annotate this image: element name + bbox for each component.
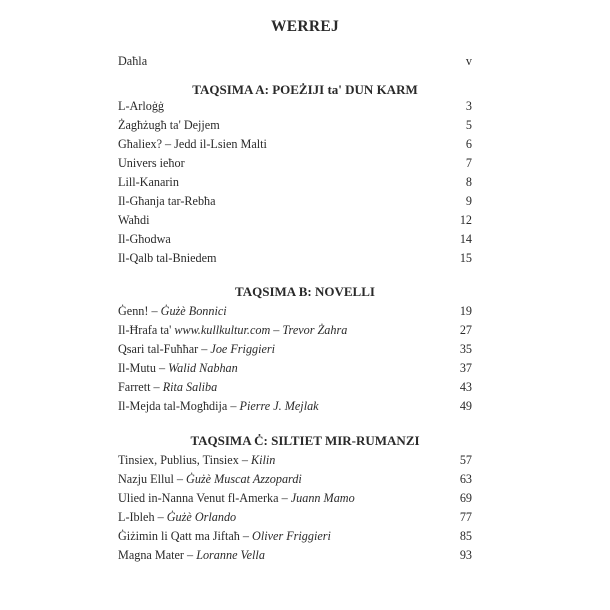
entry-author: Oliver Friggieri	[252, 529, 331, 543]
entry-page: 69	[459, 491, 472, 505]
entry-author: Ġużè Bonnici	[160, 304, 227, 318]
entry-title: L-Arloġġ	[118, 99, 165, 113]
toc-entry	[118, 250, 472, 266]
entry-title: Il-Għodwa	[118, 232, 171, 246]
entry-author: www.kullkultur.com – Trevor Żahra	[174, 323, 348, 337]
entry-page: 3	[465, 99, 472, 113]
entry-page: 19	[459, 304, 472, 318]
toc-entry	[118, 341, 472, 357]
toc-entry	[118, 490, 472, 506]
entry-page: 7	[465, 156, 472, 170]
toc-entry	[118, 360, 472, 376]
toc-entry	[118, 98, 472, 114]
entry-title: Magna Mater – Loranne Vella	[118, 548, 265, 562]
toc-entry	[118, 136, 472, 152]
entry-author: Walid Nabhan	[168, 361, 238, 375]
entry-title: Ġiżimin li Qatt ma Jiftaħ – Oliver Friggieri	[118, 529, 331, 543]
entry-page: 5	[465, 118, 472, 132]
entry-page: 63	[459, 472, 472, 486]
entry-title: Il-Ħrafa ta' www.kullkultur.com – Trevor Żahra	[118, 323, 348, 337]
entry-title: Il-Mutu – Walid Nabhan	[118, 361, 238, 375]
entry-title: Ulied in-Nanna Venut fl-Amerka – Juann Mamo	[118, 491, 355, 505]
entry-title: Farrett – Rita Saliba	[118, 380, 218, 394]
toc-entry	[118, 452, 472, 468]
section-heading-c: TAQSIMA Ċ: SILTIET MIR-RUMANZI	[190, 433, 420, 448]
entry-page: 43	[459, 380, 472, 394]
toc-entry	[118, 322, 472, 338]
entry-page: 8	[465, 175, 472, 189]
entry-title: Waħdi	[118, 213, 150, 227]
entry-page: 37	[459, 361, 472, 375]
entry-page: 6	[465, 137, 472, 151]
entry-author: Kilin	[250, 453, 276, 467]
entry-page: 15	[459, 251, 472, 265]
toc-entry	[118, 212, 472, 228]
toc-entry	[118, 155, 472, 171]
toc-entry	[118, 117, 472, 133]
toc-entry	[118, 528, 472, 544]
entry-page: 12	[459, 213, 472, 227]
entry-author: Loranne Vella	[196, 548, 265, 562]
toc-entry-intro	[118, 53, 472, 69]
entry-title: Il-Għanja tar-Rebħa	[118, 194, 216, 208]
entry-author: Ġużè Muscat Azzopardi	[186, 472, 302, 486]
entry-author: Juann Mamo	[290, 491, 355, 505]
entry-author: Pierre J. Mejlak	[239, 399, 319, 413]
section-heading-b: TAQSIMA B: NOVELLI	[235, 284, 375, 299]
toc-title: WERREJ	[270, 18, 340, 35]
entry-title: Żagħżugħ ta' Dejjem	[118, 118, 220, 132]
entry-title: Il-Qalb tal-Bniedem	[118, 251, 217, 265]
entry-page: 35	[459, 342, 472, 356]
toc-entry	[118, 303, 472, 319]
toc-entry	[118, 509, 472, 525]
entry-title: Univers ieħor	[118, 156, 185, 170]
entry-title: Daħla	[118, 54, 148, 68]
entry-page: 85	[459, 529, 472, 543]
entry-page: 14	[459, 232, 472, 246]
entry-page: 93	[459, 548, 472, 562]
toc-entry	[118, 174, 472, 190]
entry-page: v	[465, 54, 472, 68]
toc-entry	[118, 379, 472, 395]
toc-entry	[118, 471, 472, 487]
entry-author: Joe Friggieri	[210, 342, 276, 356]
toc-entry	[118, 398, 472, 414]
entry-title: L-Ibleh – Ġużè Orlando	[118, 510, 237, 524]
entry-title: Lill-Kanarin	[118, 175, 179, 189]
entry-page: 49	[459, 399, 472, 413]
entry-title: Ġenn! – Ġużè Bonnici	[118, 304, 227, 318]
entry-author: Ġużè Orlando	[166, 510, 237, 524]
toc-entry	[118, 231, 472, 247]
entry-title: Tinsiex, Publius, Tinsiex – Kilin	[118, 453, 276, 467]
entry-title: Għaliex? – Jedd il-Lsien Malti	[118, 137, 267, 151]
toc-entry	[118, 193, 472, 209]
entry-page: 9	[465, 194, 472, 208]
entry-title: Nazju Ellul – Ġużè Muscat Azzopardi	[118, 472, 302, 486]
entry-page: 57	[459, 453, 472, 467]
entry-page: 77	[459, 510, 472, 524]
section-heading-a: TAQSIMA A: POEŻIJI ta' DUN KARM	[192, 82, 418, 97]
toc-entry	[118, 547, 472, 563]
entry-title: Qsari tal-Fuħħar – Joe Friggieri	[118, 342, 276, 356]
entry-page: 27	[459, 323, 472, 337]
entry-title: Il-Mejda tal-Mogħdija – Pierre J. Mejlak	[118, 399, 319, 413]
entry-author: Rita Saliba	[162, 380, 218, 394]
